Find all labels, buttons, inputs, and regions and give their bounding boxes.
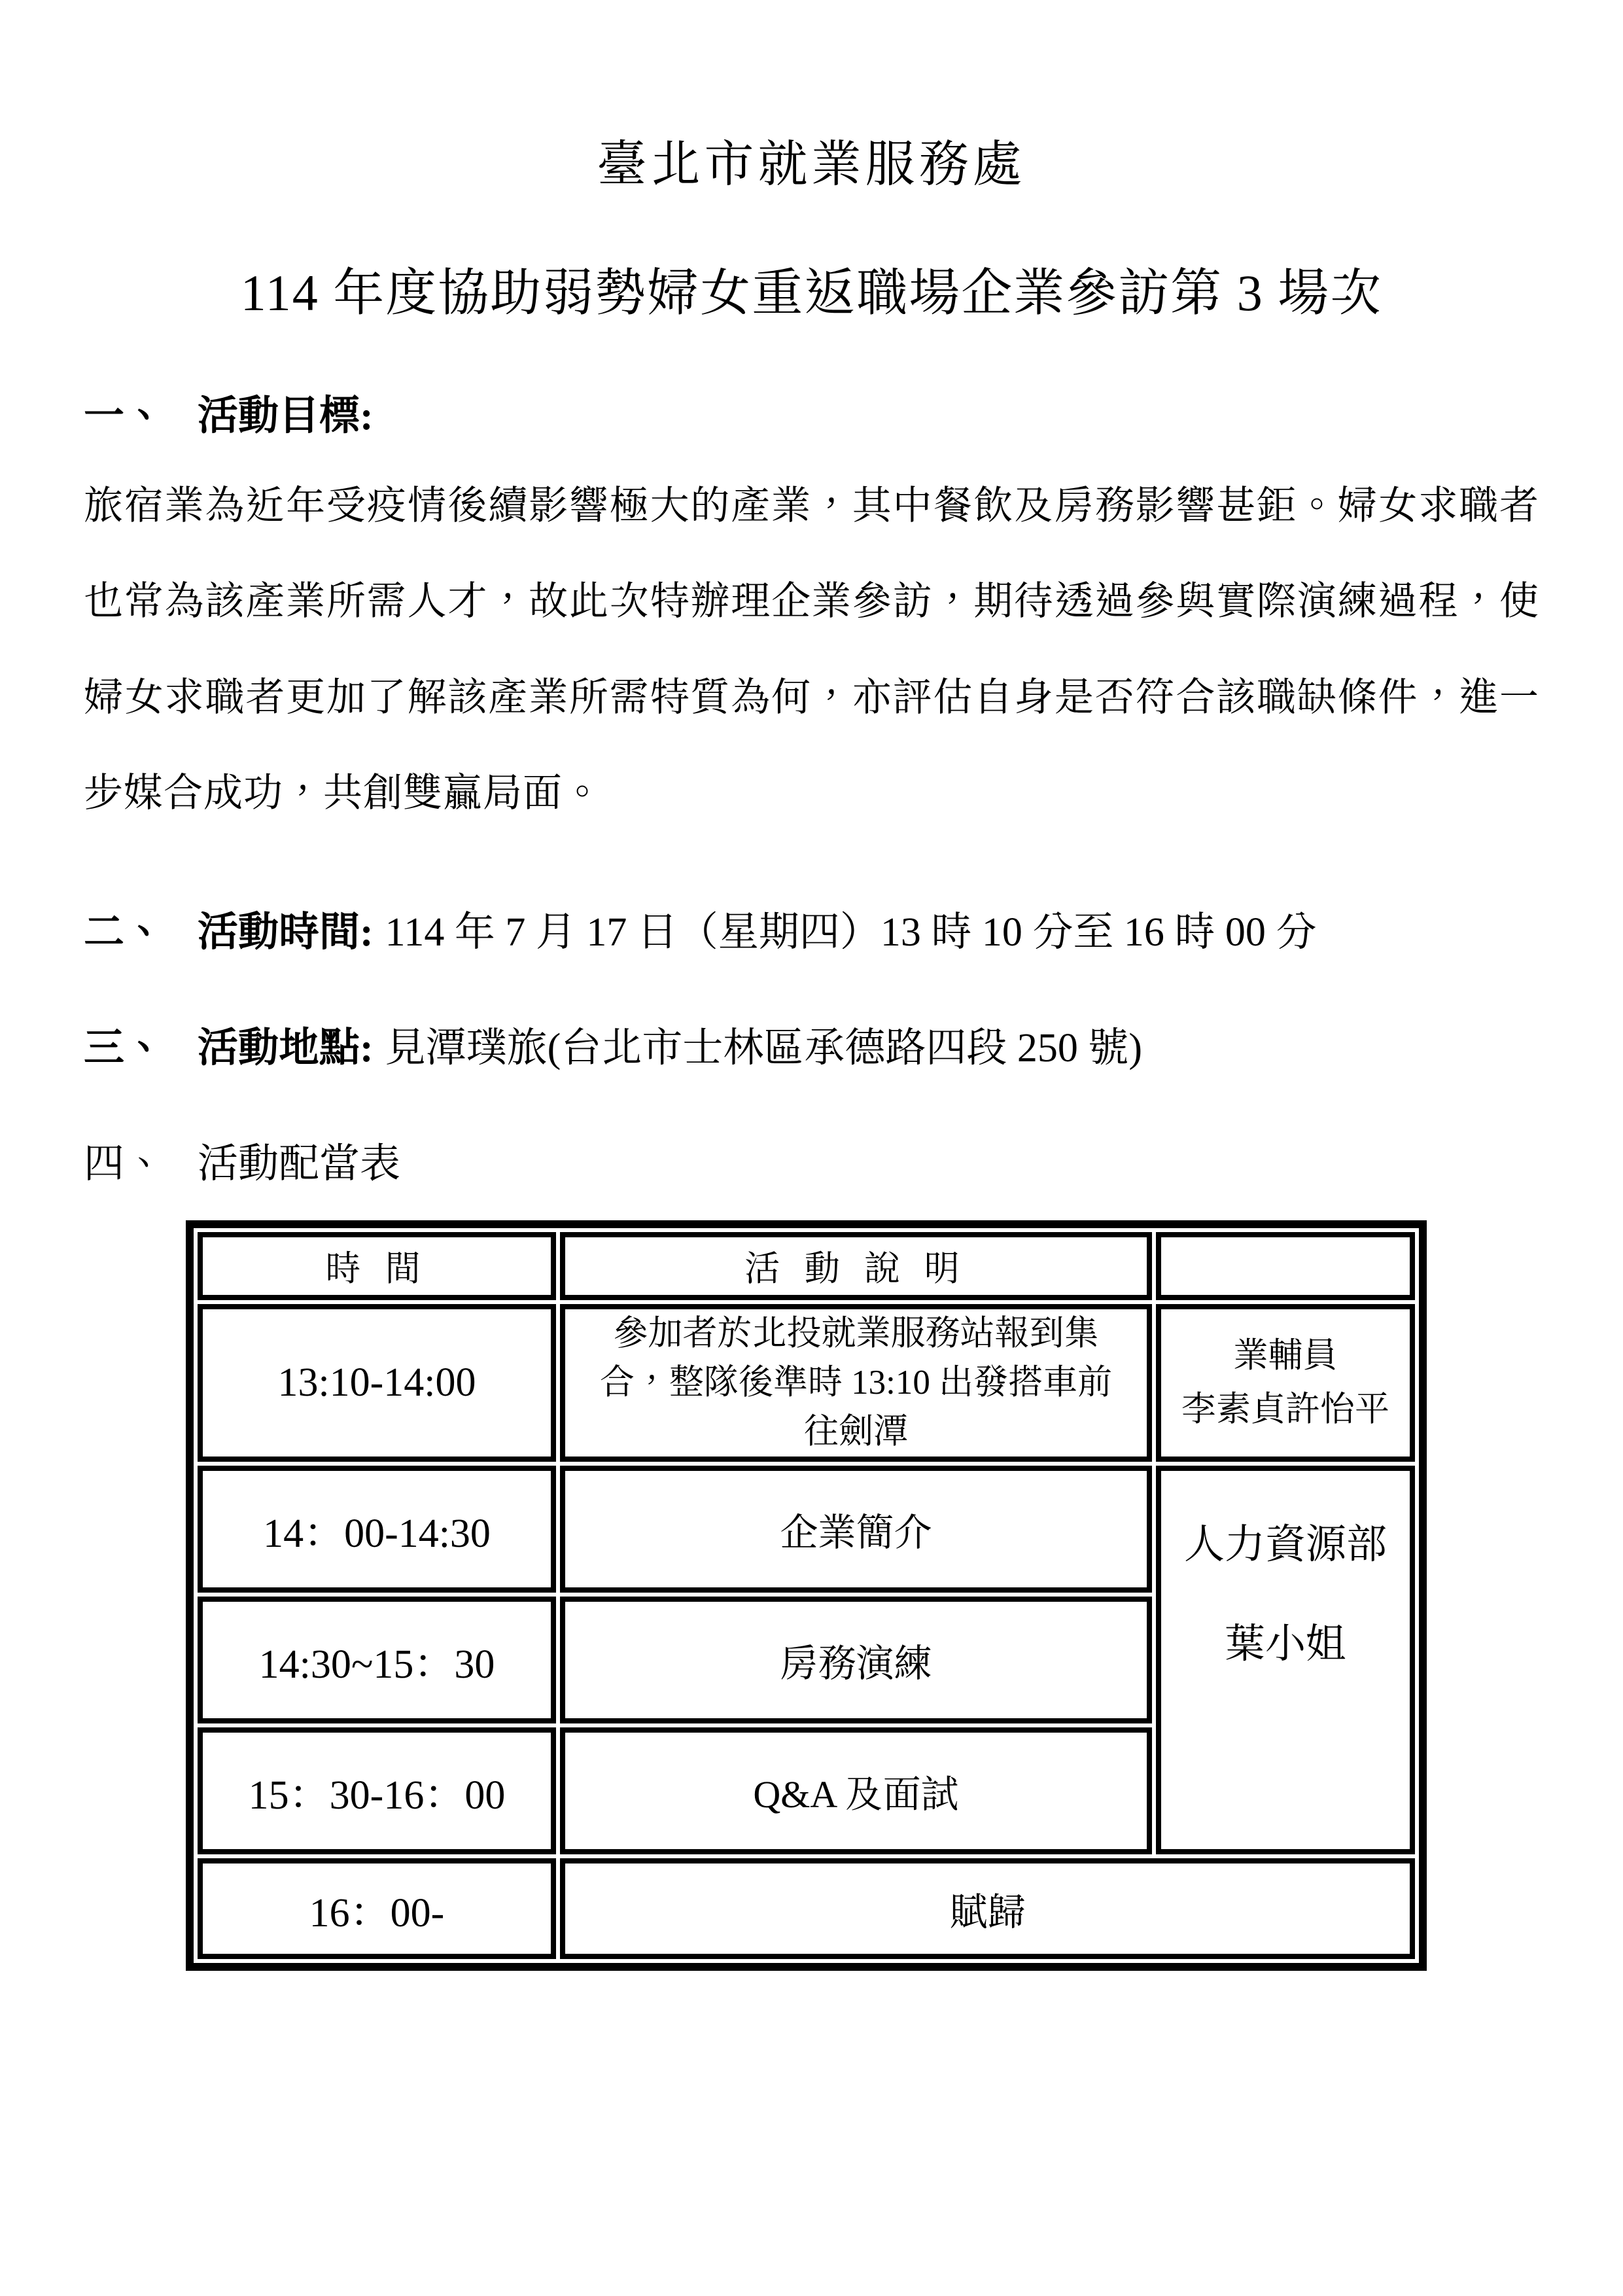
- staff-names: 李素貞許怡平: [1181, 1390, 1389, 1429]
- time-cell: 14：00-14:30: [198, 1466, 556, 1593]
- section-schedule-heading: [84, 1131, 1539, 1189]
- objective-paragraph: 旅宿業為近年受疫情後續影響極大的產業，其中餐飲及房務影響甚鉅。婦女求職者也常為該產業所需人才，故此次特辦理企業參訪，期待透過參與實際演練過程，使婦女求職者更加了解該產業所需特質為何，亦評估自身是否符合該職缺條件，進一步媒合成功，共創雙贏局面。: [84, 484, 1539, 815]
- event-time-value: 114 年 7 月 17 日（星期四）13 時 10 分至 16 時 00 分: [385, 910, 1317, 955]
- header-staff: [1156, 1232, 1415, 1300]
- activity-text: 參加者於北投就業服務站報到集合，整隊後準時 13:10 出發搭車前往劍潭: [599, 1314, 1113, 1451]
- activity-cell: 企業簡介: [560, 1466, 1152, 1593]
- time-cell: 14:30~15：30: [198, 1597, 556, 1723]
- table-header-row: [198, 1232, 1415, 1300]
- time-cell: 15：30-16：00: [198, 1727, 556, 1854]
- activity-cell: Q&A 及面試: [560, 1727, 1152, 1854]
- table-row: [198, 1858, 1415, 1959]
- schedule-table: [186, 1220, 1427, 1971]
- event-location-value: 見潭璞旅(台北市士林區承德路四段 250 號): [385, 1025, 1142, 1070]
- section-number: 四、: [84, 1141, 166, 1186]
- section-label: 活動配當表: [198, 1141, 401, 1186]
- activity-cell: 賦歸: [560, 1858, 1415, 1959]
- section-label: 活動地點:: [198, 1025, 374, 1070]
- time-cell: 16：00-: [198, 1858, 556, 1959]
- document-subtitle: 114 年度協助弱勢婦女重返職場企業參訪第 3 場次: [240, 264, 1383, 321]
- header-activity: 活 動 說 明: [560, 1232, 1152, 1300]
- document-title: 臺北市就業服務處: [597, 137, 1026, 192]
- section-number: 一、: [84, 394, 166, 438]
- table-row: [198, 1304, 1415, 1462]
- time-cell: 13:10-14:00: [198, 1304, 556, 1462]
- section-number: 二、: [84, 910, 166, 955]
- staff-contact: 葉小姐: [1224, 1622, 1346, 1667]
- section-location: [84, 1015, 1539, 1073]
- section-objective-heading: [84, 383, 1539, 441]
- staff-department: 人力資源部: [1183, 1523, 1387, 1568]
- header-time: 時 間: [198, 1232, 556, 1300]
- staff-cell-merged: [1156, 1466, 1415, 1854]
- section-label: 活動時間:: [198, 910, 374, 955]
- staff-cell: [1156, 1304, 1415, 1462]
- activity-cell: [560, 1304, 1152, 1462]
- section-time: [84, 899, 1539, 957]
- table-row: [198, 1466, 1415, 1593]
- section-label: 活動目標:: [198, 394, 374, 438]
- activity-cell: 房務演練: [560, 1597, 1152, 1723]
- section-number: 三、: [84, 1025, 166, 1070]
- staff-role: 業輔員: [1233, 1337, 1338, 1375]
